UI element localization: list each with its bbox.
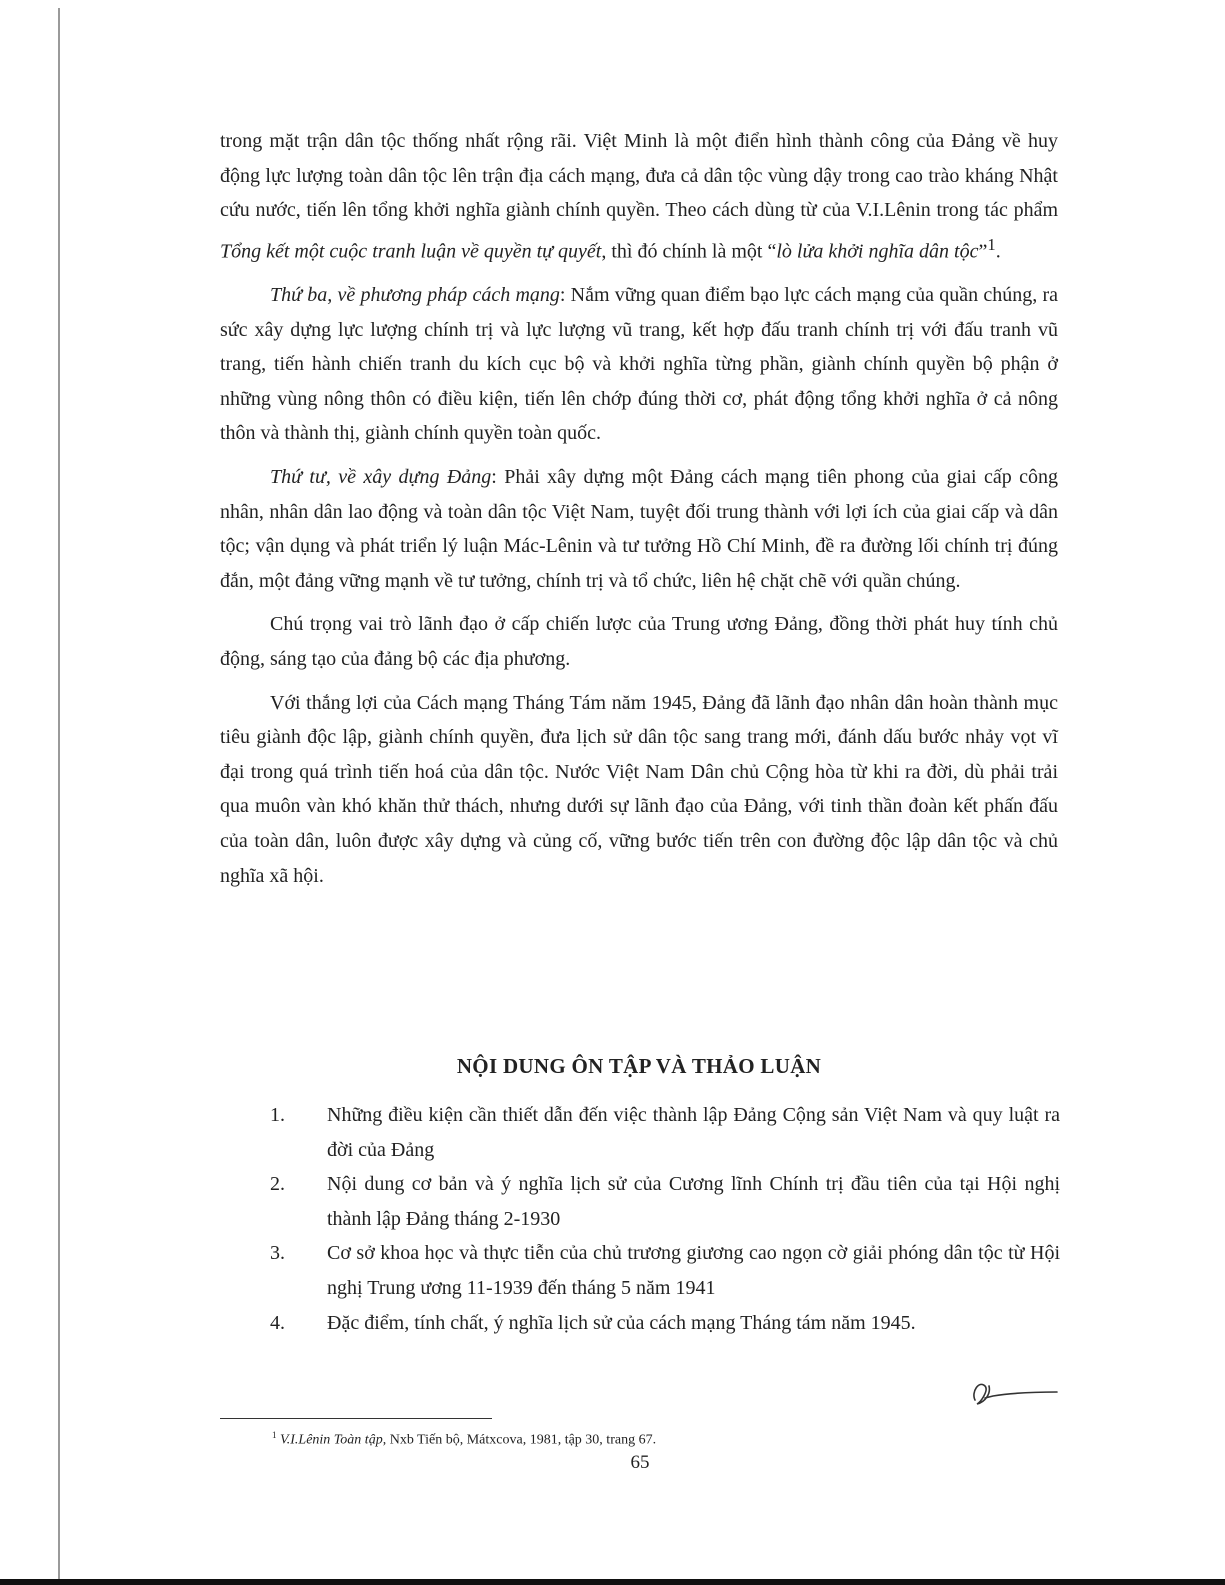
list-item-text: Những điều kiện cần thiết dẫn đến việc thành lập Đảng Cộng sản Việt Nam và quy luật ra đời của Đảng: [327, 1104, 1060, 1161]
footnote-mark: 1: [272, 1430, 277, 1440]
footnote-separator: [220, 1418, 492, 1419]
paragraph-2-text: : Nắm vững quan điểm bạo lực cách mạng của quần chúng, ra sức xây dựng lực lượng chính trị và lực lượng vũ trang, kết hợp đấu tranh chính trị với đấu tranh vũ trang, tiến hành chiến tranh du kích cục bộ và khởi nghĩa từng phần, giành chính quyền bộ phận ở những vùng nông thôn có điều kiện, tiến lên chớp đúng thời cơ, phát động tổng khởi nghĩa ở cả nông thôn và thành thị, giành chính quyền toàn quốc.: [220, 284, 1058, 445]
list-item: [270, 1167, 1060, 1236]
paragraph-5: Với thắng lợi của Cách mạng Tháng Tám năm 1945, Đảng đã lãnh đạo nhân dân hoàn thành mục tiêu giành độc lập, giành chính quyền, đưa lịch sử dân tộc sang trang mới, đánh dấu bước nhảy vọt vĩ đại trong quá trình tiến hoá của dân tộc. Nước Việt Nam Dân chủ Cộng hòa từ khi ra đời, dù phải trải qua muôn vàn khó khăn thử thách, nhưng dưới sự lãnh đạo của Đảng, với tinh thần đoàn kết phấn đấu của toàn dân, luôn được xây dựng và củng cố, vững bước tiến trên con đường độc lập dân tộc và chủ nghĩa xã hội.: [220, 691, 1058, 887]
paragraph-1-end: .: [995, 240, 1001, 263]
list-item-text: Nội dung cơ bản và ý nghĩa lịch sử của Cương lĩnh Chính trị đầu tiên của tại Hội nghị thành lập Đảng tháng 2-1930: [327, 1173, 1060, 1230]
list-item-number: 3.: [270, 1242, 285, 1265]
list-item-number: 1.: [270, 1104, 285, 1126]
scan-bottom-edge: [0, 1579, 1225, 1585]
list-item-text: Đặc điểm, tính chất, ý nghĩa lịch sử của cách mạng Tháng tám năm 1945.: [327, 1311, 916, 1334]
paragraph-3: [220, 460, 1058, 598]
list-item: [270, 1098, 1060, 1167]
footnote-text: , Nxb Tiến bộ, Mátxcova, 1981, tập 30, trang 67.: [382, 1432, 657, 1448]
list-item-number: 2.: [270, 1173, 285, 1196]
list-item: [270, 1236, 1060, 1305]
paragraph-2-lead: Thứ ba, về phương pháp cách mạng: [270, 284, 560, 307]
paragraph-2: [220, 278, 1058, 451]
paragraph-1: [220, 124, 1058, 269]
list-item-text: Cơ sở khoa học và thực tiễn của chủ trương giương cao ngọn cờ giải phóng dân tộc từ Hội nghị Trung ương 11-1939 đến tháng 5 năm 1941: [327, 1242, 1060, 1299]
closing-quote: ”: [978, 240, 988, 263]
footnote: [272, 1430, 656, 1449]
page-binding-edge: [58, 8, 60, 1580]
paragraph-3-lead: Thứ tư, về xây dựng Đảng: [270, 466, 492, 488]
paragraph-4: Chú trọng vai trò lãnh đạo ở cấp chiến lược của Trung ương Đảng, đồng thời phát huy tính chủ động, sáng tạo của đảng bộ các địa phương.: [220, 613, 1058, 670]
footnote-reference: 1: [987, 234, 996, 254]
list-item: [270, 1306, 1060, 1341]
page-number: 65: [630, 1452, 650, 1473]
quoted-phrase: lò lửa khởi nghĩa dân tộc: [776, 240, 979, 263]
list-item-number: 4.: [270, 1311, 285, 1334]
paragraph-1-text-2: , thì đó chính là một “: [601, 240, 777, 263]
footnote-title: V.I.Lênin Toàn tập: [280, 1432, 383, 1448]
review-heading: NỘI DUNG ÔN TẬP VÀ THẢO LUẬN: [456, 1054, 822, 1078]
paragraph-3-text: : Phải xây dựng một Đảng cách mạng tiên phong của giai cấp công nhân, nhân dân lao động và toàn dân tộc Việt Nam, tuyệt đối trung thành với lợi ích của giai cấp và dân tộc; vận dụng và phát triển lý luận Mác-Lênin và tư tưởng Hồ Chí Minh, đề ra đường lối chính trị đúng đắn, một đảng vững mạnh về tư tưởng, chính trị và tổ chức, liên hệ chặt chẽ với quần chúng.: [220, 466, 1059, 592]
main-text: [220, 124, 1058, 902]
review-question-list: [270, 1098, 1060, 1340]
cited-work-title: Tổng kết một cuộc tranh luận về quyền tự quyết: [220, 240, 602, 263]
handwritten-signature: [965, 1372, 1060, 1412]
paragraph-1-text: trong mặt trận dân tộc thống nhất rộng rãi. Việt Minh là một điển hình thành công của Đảng về huy động lực lượng toàn dân tộc lên trận địa cách mạng, đưa cả dân tộc vùng dậy trong cao trào kháng Nhật cứu nước, tiến lên tổng khởi nghĩa giành chính quyền. Theo cách dùng từ của V.I.Lênin trong tác phẩm: [220, 130, 1058, 222]
